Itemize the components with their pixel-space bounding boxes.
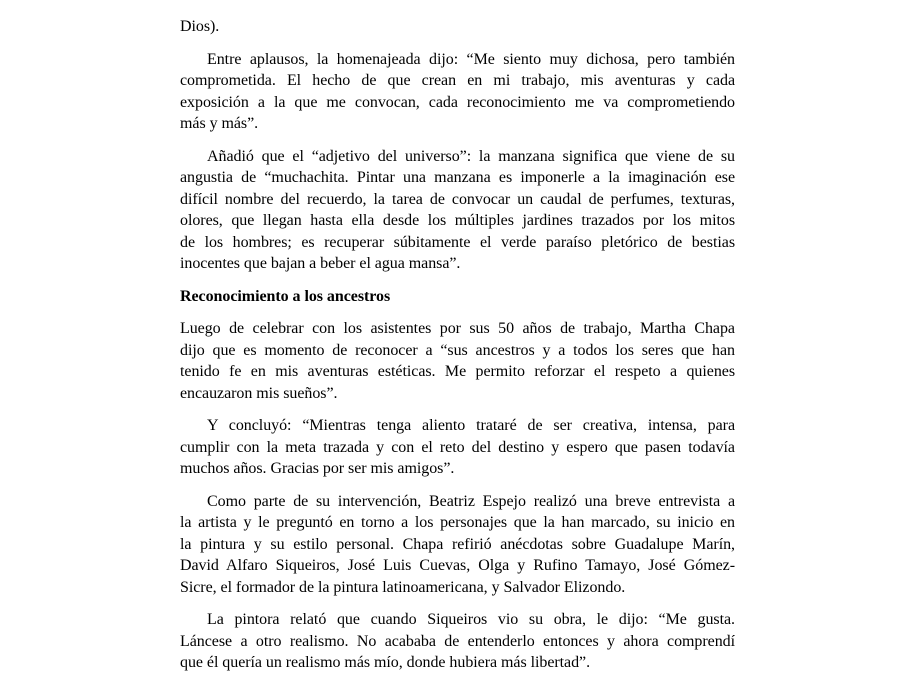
text-line: la artista y le preguntó en torno a los personajes que la han marcado, su inicio en (180, 514, 735, 531)
text-line: inocentes que bajan a beber el agua mansa”. (180, 255, 461, 272)
text-line: Como parte de su intervención, Beatriz Espejo realizó una breve entrevista a (207, 492, 735, 510)
document-body (180, 16, 735, 674)
text-line: muchos años. Gracias por ser mis amigos”. (180, 460, 455, 477)
text-line: Y concluyó: “Mientras tenga aliento trataré de ser creativa, intensa, para (207, 417, 735, 434)
text-line: Reconocimiento a los ancestros (180, 287, 391, 305)
text-line: Entre aplausos, la homenajeada dijo: “Me siento muy dichosa, pero también (207, 50, 735, 68)
paragraph (180, 609, 735, 674)
paragraph (180, 146, 735, 275)
text-line: olores, que llegan hasta ella desde los múltiples jardines trazados por los mitos (180, 212, 735, 229)
paragraph (180, 16, 735, 38)
text-line: difícil nombre del recuerdo, la tarea de convocar un caudal de perfumes, texturas, (180, 190, 735, 208)
text-line: David Alfaro Siqueiros, José Luis Cuevas, Olga y Rufino Tamayo, José Gómez- (180, 557, 735, 574)
text-line: tenido fe en mis aventuras estéticas. Me permito reforzar el respeto a quienes (180, 363, 735, 380)
text-line: de los hombres; es recuperar súbitamente el verde paraíso pletórico de bestias (180, 233, 735, 251)
paragraph (180, 49, 735, 135)
text-line: Luego de celebrar con los asistentes por sus 50 años de trabajo, Martha Chapa (180, 320, 735, 337)
text-line: exposición a la que me convocan, cada reconocimiento me va comprometiendo (180, 93, 735, 111)
paragraph (180, 318, 735, 404)
text-line: la pintura y su estilo personal. Chapa refirió anécdotas sobre Guadalupe Marín, (180, 535, 735, 553)
text-line: dijo que es momento de reconocer a “sus ancestros y a todos los seres que han (180, 341, 735, 359)
text-line: más y más”. (180, 115, 259, 132)
text-line: Sicre, el formador de la pintura latinoamericana, y Salvador Elizondo. (180, 578, 626, 596)
text-line: La pintora relató que cuando Siqueiros vio su obra, le dijo: “Me gusta. (207, 611, 735, 628)
paragraph (180, 415, 735, 480)
text-line: Añadió que el “adjetivo del universo”: la manzana significa que viene de su (207, 147, 735, 165)
text-line: angustia de “muchachita. Pintar una manzana es imponerle a la imaginación ese (180, 169, 735, 186)
text-line: cumplir con la meta trazada y con el reto del destino y espero que pasen todavía (180, 438, 735, 456)
text-line: Dios). (180, 18, 220, 35)
text-line: Láncese a otro realismo. No acababa de entenderlo entonces y ahora comprendí (180, 632, 735, 650)
text-line: que él quería un realismo más mío, donde hubiera más libertad”. (180, 654, 591, 671)
text-line: encauzaron mis sueños”. (180, 384, 338, 402)
section-heading (180, 286, 735, 308)
text-line: comprometida. El hecho de que crean en mi trabajo, mis aventuras y cada (180, 72, 735, 89)
paragraph (180, 491, 735, 599)
